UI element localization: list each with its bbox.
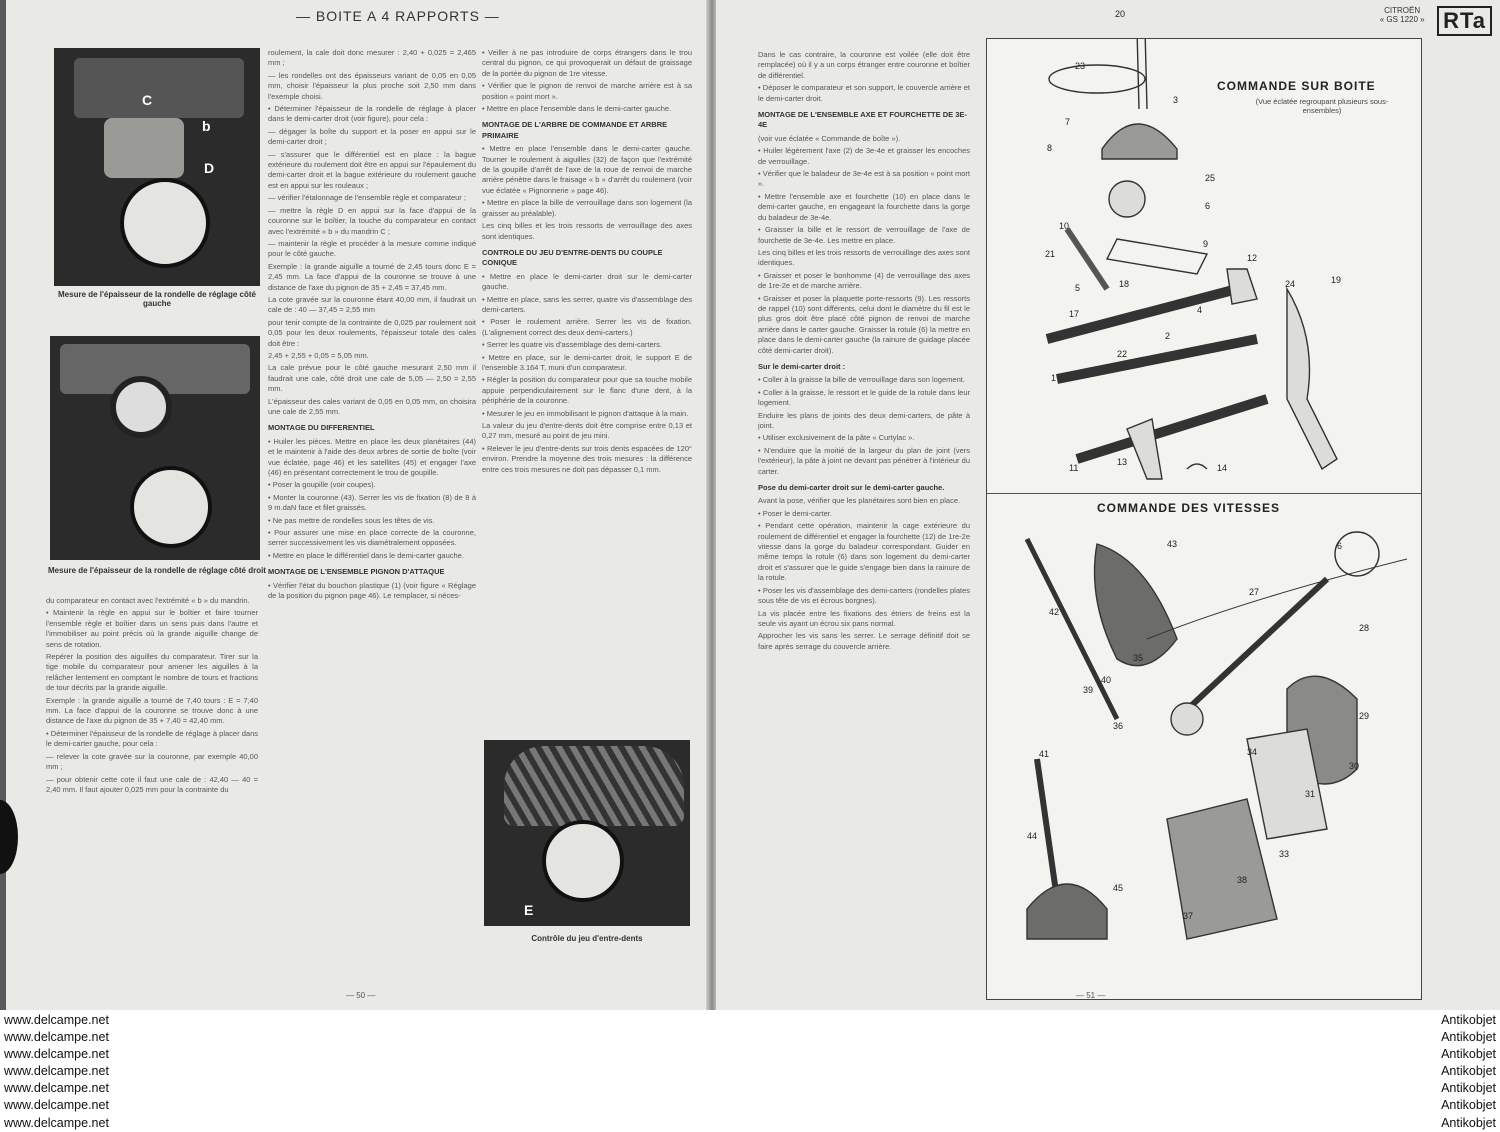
- text-column-3: [482, 48, 692, 728]
- dial-gauge-icon: [542, 820, 624, 902]
- photo-label-c: C: [142, 92, 153, 108]
- part-number: 14: [1217, 463, 1228, 473]
- paragraph: • Poser le roulement arrière. Serrer les vis de fixation. (L'alignement correct des deux demi-carters.): [482, 317, 692, 337]
- part-number: 44: [1027, 831, 1038, 841]
- page-number-right: — 51 —: [1076, 991, 1106, 1000]
- brand-model: « GS 1220 »: [1379, 15, 1425, 24]
- paragraph: • N'enduire que la moitié de la largeur du plan de joint (vers l'extérieur), la pâte à joint ne devant pas pénétrer à l'intérieur du carter.: [758, 445, 970, 476]
- part-number: 30: [1349, 761, 1360, 771]
- part-number: 18: [1119, 279, 1130, 289]
- paragraph: roulement, la cale doit donc mesurer : 2,40 + 0,025 = 2,465 mm ;: [268, 48, 476, 68]
- part-number: 31: [1305, 789, 1316, 799]
- paragraph: • Relever le jeu d'entre-dents sur trois dents espacées de 120° environ. Prendre la moyenne des trois mesures : la différence entre ces trois mesures ne doit pas dépasser 0,1 mm.: [482, 443, 692, 474]
- figure-title-bottom: COMMANDE DES VITESSES: [1097, 501, 1281, 515]
- paragraph: • Huiler les pièces. Mettre en place les deux planétaires (44) et le maintenir à l'aide des deux arbres de sortie de boîte (voir vue éclatée, page 46) et les satellites (45) et engager l'axe (46) en présentant correctement le trou de goupille.: [268, 436, 476, 478]
- paragraph: • Mesurer le jeu en immobilisant le pignon d'attaque à la main.: [482, 408, 689, 418]
- paragraph: • Veiller à ne pas introduire de corps étrangers dans le trou central du pignon, ce qui provoquerait un défaut de graissage de la portée du pignon de 1re vitesse.: [482, 48, 692, 78]
- paragraph: 2,45 + 2,55 + 0,05 = 5,05 mm.: [268, 350, 369, 360]
- part-number: 8: [1047, 143, 1053, 153]
- paragraph: — les rondelles ont des épaisseurs variant de 0,05 en 0,05 mm, choisir l'épaisseur la plus proche soit 2,50 mm dans l'exemple choisi.: [268, 70, 476, 101]
- part-number: 19: [1331, 275, 1342, 285]
- watermark-left: [4, 1012, 109, 1132]
- brand-make: CITROËN: [1384, 6, 1421, 15]
- dial-gauge-icon: [130, 466, 212, 548]
- watermark-line: www.delcampe.net: [4, 1064, 109, 1079]
- part-number: 13: [1117, 457, 1128, 467]
- paragraph: Enduire les plans de joints des deux demi-carters, de pâte à joint.: [758, 410, 970, 430]
- section-heading: MONTAGE DE L'ARBRE DE COMMANDE ET ARBRE PRIMAIRE: [482, 120, 668, 140]
- watermark-line: www.delcampe.net: [4, 1098, 109, 1113]
- paragraph: • Mettre l'ensemble axe et fourchette (10) en place dans le demi-carter gauche, en engageant la fourchette dans la gorge du baladeur de 3e-4e.: [758, 191, 970, 222]
- watermark-line: Antikobjet: [1441, 1115, 1496, 1130]
- photo3-caption: Contrôle du jeu d'entre-dents: [531, 934, 643, 943]
- part-number: 22: [1117, 349, 1128, 359]
- figure-subtitle-top: (Vue éclatée regroupant plusieurs sous-ensembles): [1255, 97, 1389, 115]
- part-number: 11: [1069, 463, 1079, 473]
- paragraph: • Déterminer l'épaisseur de la rondelle de réglage à placer dans le demi-carter droit (voir figure), pour cela :: [268, 104, 476, 124]
- paragraph: • Pendant cette opération, maintenir la cage extérieure du roulement de différentiel et engager la fourchette (12) de 1re-2e vitesse dans la gorge du baladeur correspondant. Guider en même temps la rotule (6) dans son logement du demi-carter droit et s'assurer que le guide s'engage bien dans la rainure de la rotule.: [758, 521, 970, 583]
- paragraph: Dans le cas contraire, la couronne est voilée (elle doit être remplacée) où il y a un corps étranger entre couronne et boîtier de différentiel.: [758, 50, 970, 80]
- paragraph: — vérifier l'étalonnage de l'ensemble règle et comparateur ;: [268, 193, 466, 203]
- watermark-line: www.delcampe.net: [4, 1030, 109, 1045]
- paragraph: • Déposer le comparateur et son support, le couvercle arrière et le demi-carter droit.: [758, 83, 970, 103]
- watermark-line: Antikobjet: [1441, 1013, 1496, 1027]
- subheading: Sur le demi-carter droit :: [758, 361, 846, 371]
- paragraph: Exemple : la grande aiguille a tourné de 7,40 tours : E = 7,40 mm. La face d'appui de la couronne se trouve donc à une distance de l'axe du pignon de 35 + 7,40 = 42,40 mm.: [46, 695, 258, 726]
- photo1-caption: Mesure de l'épaisseur de la rondelle de réglage côté gauche: [58, 290, 256, 308]
- figure-title-top: COMMANDE SUR BOITE: [1217, 79, 1376, 93]
- exploded-diagram-drawing: [987, 39, 1421, 999]
- paragraph: • Huiler légèrement l'axe (2) de 3e-4e et graisser les encoches de verrouillage.: [758, 146, 970, 166]
- photo-label-b: b: [202, 118, 211, 134]
- left-page: [6, 0, 708, 1010]
- paragraph: Exemple : la grande aiguille a tourné de 2,45 tours donc E = 2,45 mm. La face d'appui de la couronne se trouve à une distance de l'axe du pignon de 35 + 2,45 = 37,45 mm.: [268, 261, 476, 292]
- paragraph: • Déterminer l'épaisseur de la rondelle de réglage à placer dans le demi-carter gauche, pour cela :: [46, 728, 258, 749]
- brand-block: [1380, 6, 1492, 36]
- part-number: 43: [1167, 539, 1178, 549]
- photo-right-gauge: [50, 336, 260, 560]
- part-number: 1: [1051, 373, 1057, 383]
- watermark-line: www.delcampe.net: [4, 1081, 109, 1096]
- part-number: 28: [1359, 623, 1370, 633]
- paragraph: • Vérifier l'état du bouchon plastique (1) (voir figure « Réglage de la position du pignon page 46). Le remplacer, si néces-: [268, 580, 476, 601]
- part-number: 40: [1101, 675, 1112, 685]
- part-number: 33: [1279, 849, 1290, 859]
- paragraph: La cale prévue pour le côté gauche mesurant 2,50 mm il faudrait une cale, côté droit une cale de 5,05 — 2,50 = 2,55 mm.: [268, 363, 476, 394]
- part-number: 45: [1113, 883, 1124, 893]
- part-number: 4: [1197, 305, 1203, 315]
- photo-left-gauge: [54, 48, 260, 286]
- section-heading: CONTROLE DU JEU D'ENTRE-DENTS DU COUPLE CONIQUE: [482, 247, 663, 268]
- paragraph: L'épaisseur des cales variant de 0,05 en 0,05 mm, on choisira une cale de 2,55 mm.: [268, 396, 476, 416]
- watermark-line: Antikobjet: [1441, 1081, 1496, 1096]
- paragraph: du comparateur en contact avec l'extrémité « b » du mandrin.: [46, 596, 250, 605]
- subheading: Pose du demi-carter droit sur le demi-carter gauche.: [758, 483, 945, 493]
- part-number: 37: [1183, 911, 1194, 921]
- part-number: 41: [1039, 749, 1050, 759]
- paragraph: • Pour assurer une mise en place correcte de la couronne, serrer successivement les vis diamétralement opposées.: [268, 528, 476, 548]
- part-number: 7: [1065, 117, 1071, 127]
- rta-logo: RTa: [1437, 6, 1492, 36]
- figure-divider: [987, 493, 1421, 494]
- part-number: 5: [1075, 283, 1081, 293]
- part-number: 10: [1059, 221, 1070, 231]
- part-number: 20: [1115, 9, 1126, 19]
- paragraph: — mettre la règle D en appui sur la face d'appui de la couronne sur le boîtier, la touche du comparateur en contact avec l'extrémité « b » du mandrin C ;: [268, 205, 476, 236]
- paragraph: • Serrer les quatre vis d'assemblage des demi-carters.: [482, 340, 662, 350]
- paragraph: Repérer la position des aiguilles du comparateur. Tirer sur la tige mobile du comparateur pour amener les aiguilles à la relâcher lentement en comptant le nombre de tours et fractions de tour décrits par la grande aiguille.: [46, 652, 258, 693]
- part-number: 39: [1083, 685, 1094, 695]
- paragraph: — pour obtenir cette cote il faut une cale de : 42,40 — 40 = 2,40 mm. Il faut ajouter 0,025 mm pour la contrainte du: [46, 774, 258, 794]
- watermark-line: www.delcampe.net: [4, 1115, 109, 1130]
- watermark-line: Antikobjet: [1441, 1047, 1496, 1062]
- paragraph: • Poser la goupille (voir coupes).: [268, 480, 376, 490]
- paragraph: • Vérifier que le baladeur de 3e-4e est à sa position « point mort ».: [758, 169, 970, 189]
- part-number: 6: [1337, 541, 1343, 551]
- part-number: 36: [1113, 721, 1124, 731]
- paragraph: • Mettre en place l'ensemble dans le demi-carter gauche.: [482, 104, 672, 114]
- paragraph: Approcher les vis sans les serrer. Le serrage définitif doit se faire après serrage du couvercle arrière.: [758, 631, 970, 651]
- paragraph: • Mettre en place, sans les serrer, quatre vis d'assemblage des demi-carters.: [482, 294, 692, 314]
- paragraph: • Maintenir la règle en appui sur le boîtier et faire tourner l'ensemble règle et boîtier dans un sens puis dans l'autre et l'immobiliser au point précis où la grande aiguille change de sens de rotation.: [46, 608, 258, 649]
- paragraph: • Graisser la bille et le ressort de verrouillage de l'axe de fourchette de 3e-4e. Les mettre en place.: [758, 225, 970, 245]
- paragraph: • Poser le demi-carter.: [758, 508, 832, 518]
- part-number: 42: [1049, 607, 1060, 617]
- watermark-line: www.delcampe.net: [4, 1047, 109, 1062]
- part-number: 2: [1165, 331, 1171, 341]
- paragraph: • Ne pas mettre de rondelles sous les têtes de vis.: [268, 515, 435, 525]
- paragraph: • Mettre en place la bille de verrouillage dans son logement (la graisser au préalable).: [482, 198, 692, 218]
- paragraph: Les cinq billes et les trois ressorts de verrouillage des axes sont identiques.: [482, 221, 692, 241]
- part-number: 38: [1237, 875, 1248, 885]
- paragraph: • Mettre en place le demi-carter droit sur le demi-carter gauche.: [482, 271, 692, 292]
- running-head: — BOITE A 4 RAPPORTS —: [296, 8, 500, 24]
- paragraph: Les cinq billes et les trois ressorts de verrouillage des axes sont identiques.: [758, 247, 970, 268]
- text-column-right: [758, 50, 970, 950]
- text-column-2: [268, 48, 476, 958]
- text-column-1: [46, 596, 258, 960]
- paragraph: • Régler la position du comparateur pour que sa touche mobile appuie perpendiculairement sur le flanc d'une dent, à la périphérie de la couronne.: [482, 375, 692, 406]
- paragraph: • Mettre en place, sur le demi-carter droit, le support E de l'ensemble 3.164 T, muni d'un comparateur.: [482, 352, 692, 372]
- page-number-left: — 50 —: [346, 991, 376, 1000]
- watermark-line: Antikobjet: [1441, 1030, 1496, 1045]
- section-heading: MONTAGE DE L'ENSEMBLE AXE ET FOURCHETTE DE 3E-4E: [758, 110, 967, 130]
- paragraph: • Mettre en place l'ensemble dans le demi-carter gauche. Tourner le roulement à aiguilles (32) de façon que l'extrémité de la goupille d'arrêt de l'axe de la roue de renvoi de marche arrière pénètre dans le fraisage « b » d'arrêt du roulement (voir vue éclatée « Pignonnerie » page 46).: [482, 144, 692, 195]
- paragraph: • Coller à la graisse, le ressort et le guide de la rotule dans leur logement.: [758, 387, 970, 408]
- watermark-line: Antikobjet: [1441, 1064, 1496, 1079]
- paragraph: • Graisser et poser la plaquette porte-ressorts (9). Les ressorts de rappel (10) sont différents, celui dont le diamètre du fil est le plus gros doit être placé côté pignon de renvoi de marche arrière dans le carter gauche. Graisser la rotule (6) la mettre en place dans le demi-carter gauche (la rainure de guidage placée côté demi-carter droit).: [758, 293, 970, 355]
- paragraph: • Graisser et poser le bonhomme (4) de verrouillage des axes de 1re-2e et de marche arrière.: [758, 270, 970, 291]
- photo-label-e: E: [524, 902, 534, 918]
- paragraph: • Mettre en place le différentiel dans le demi-carter gauche.: [268, 550, 464, 560]
- watermark-line: www.delcampe.net: [4, 1013, 109, 1027]
- paragraph: • Monter la couronne (43). Serrer les vis de fixation (8) de 8 à 9 m.daN face et filet graissés.: [268, 492, 476, 513]
- right-page: [716, 0, 1500, 1010]
- watermark-line: Antikobjet: [1441, 1098, 1496, 1113]
- paragraph: (voir vue éclatée « Commande de boîte »).: [758, 133, 901, 143]
- paragraph: La vis placée entre les fixations des étriers de freins est la seule vis ayant un écrou six pans normal.: [758, 608, 970, 628]
- paragraph: — maintenir la règle et procéder à la mesure comme indiqué pour le côté gauche.: [268, 238, 476, 259]
- part-number: 35: [1133, 653, 1144, 663]
- paragraph: La valeur du jeu d'entre-dents doit être comprise entre 0,13 et 0,27 mm, mesuré au point de jeu mini.: [482, 421, 692, 441]
- dial-gauge-icon: [120, 178, 210, 268]
- paragraph: • Coller à la graisse la bille de verrouillage dans son logement.: [758, 375, 965, 385]
- paragraph: — relever la cote gravée sur la couronne, par exemple 40,00 mm ;: [46, 751, 258, 772]
- part-number: 21: [1045, 249, 1056, 259]
- paragraph: • Utiliser exclusivement de la pâte « Curtylac ».: [758, 433, 915, 443]
- part-number: 3: [1173, 95, 1179, 105]
- part-number: 17: [1069, 309, 1080, 319]
- part-number: 23: [1075, 61, 1086, 71]
- section-heading: MONTAGE DU DIFFERENTIEL: [268, 423, 375, 433]
- part-number: 12: [1247, 253, 1258, 263]
- part-number: 34: [1247, 747, 1258, 757]
- part-number: 27: [1249, 587, 1260, 597]
- photo-backlash-check: [484, 740, 690, 926]
- part-number: 24: [1285, 279, 1296, 289]
- part-number: 6: [1205, 201, 1211, 211]
- part-number: 25: [1205, 173, 1216, 183]
- paragraph: Avant la pose, vérifier que les planétaires sont bien en place.: [758, 496, 961, 506]
- watermark-right: [1441, 1012, 1496, 1132]
- paragraph: — s'assurer que le différentiel est en place : la bague extérieure du roulement doit être en appui sur l'épaulement du demi-carter droit et la bague extérieure du roulement gauche est en appui sur les rouleaux ;: [268, 149, 476, 190]
- part-number: 9: [1203, 239, 1209, 249]
- paragraph: — dégager la boîte du support et la poser en appui sur le demi-carter droit ;: [268, 126, 476, 147]
- section-heading: MONTAGE DE L'ENSEMBLE PIGNON D'ATTAQUE: [268, 567, 445, 577]
- paragraph: pour tenir compte de la contrainte de 0,025 par roulement soit 0,05 pour les deux roulements, l'épaisseur totale des cales doit être :: [268, 317, 476, 348]
- paragraph: • Vérifier que le pignon de renvoi de marche arrière est à sa position « point mort ».: [482, 81, 692, 101]
- paragraph: • Poser les vis d'assemblage des demi-carters (rondelles plates sous tête de vis et écrous borgnes).: [758, 585, 970, 606]
- photo2-caption: Mesure de l'épaisseur de la rondelle de réglage côté droit: [48, 566, 266, 575]
- watermark-footer: [0, 1012, 1500, 1131]
- paragraph: La cote gravée sur la couronne étant 40,00 mm, il faudrait un cale de : 40 — 37,45 = 2,55 mm: [268, 294, 476, 315]
- photo-label-d: D: [204, 160, 215, 176]
- part-number: 29: [1359, 711, 1370, 721]
